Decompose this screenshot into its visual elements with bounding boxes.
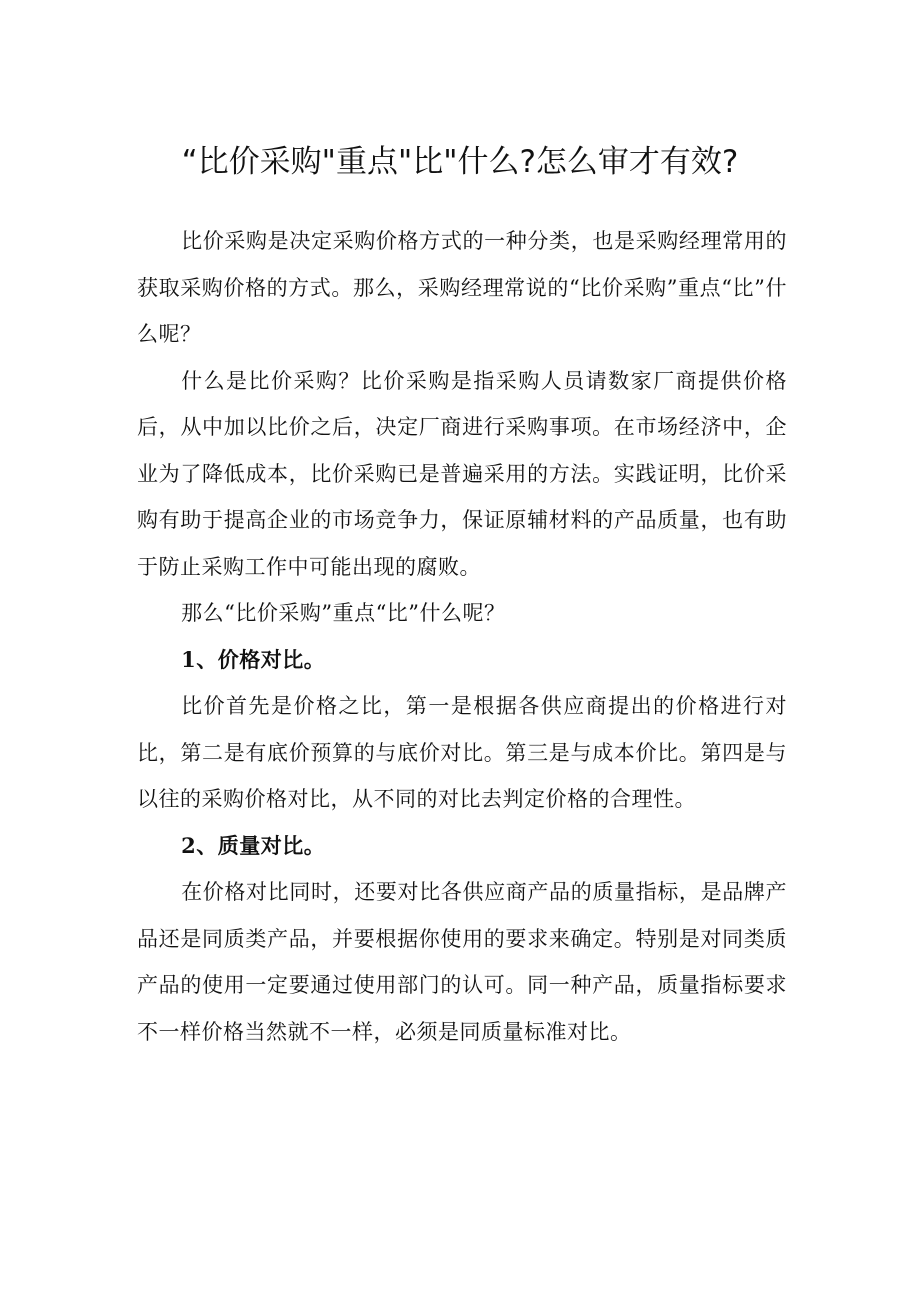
paragraph-price: 比价首先是价格之比，第一是根据各供应商提出的价格进行对比，第二是有底价预算的与底价对比。第三是与成本价比。第四是与以往的采购价格对比，从不同的对比去判定价格的合理性。	[137, 694, 787, 811]
paragraph-question: 那么“比价采购”重点“比”什么呢？	[181, 601, 506, 625]
section-heading-price: 1、价格对比。	[181, 646, 326, 672]
section-heading-quality: 2、质量对比。	[181, 832, 326, 858]
document-body	[137, 218, 787, 1055]
paragraph-quality: 在价格对比同时，还要对比各供应商产品的质量指标，是品牌产品还是同质类产品，并要根据你使用的要求来确定。特别是对同类质产品的使用一定要通过使用部门的认可。同一种产品，质量指标要求不一样价格当然就不一样，必须是同质量标准对比。	[137, 880, 787, 1044]
paragraph-intro: 比价采购是决定采购价格方式的一种分类，也是采购经理常用的获取采购价格的方式。那么，采购经理常说的“比价采购”重点“比”什么呢？	[137, 229, 787, 346]
document-title: “比价采购"重点"比"什么?怎么审才有效?	[181, 144, 739, 180]
paragraph-definition: 什么是比价采购？比价采购是指采购人员请数家厂商提供价格后，从中加以比价之后，决定厂商进行采购事项。在市场经济中，企业为了降低成本，比价采购已是普遍采用的方法。实践证明，比价采购有助于提高企业的市场竞争力，保证原辅材料的产品质量，也有助于防止采购工作中可能出现的腐败。	[137, 368, 787, 579]
